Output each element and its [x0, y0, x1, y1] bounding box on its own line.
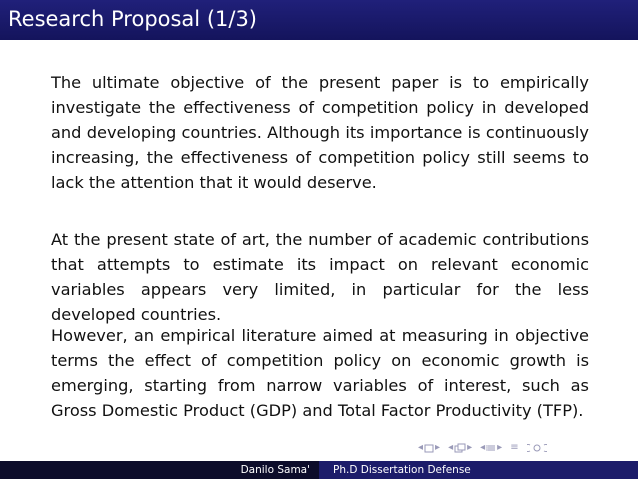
footer-author: Danilo Sama': [240, 464, 310, 476]
slide-title: Research Proposal (1/3): [8, 7, 257, 31]
subsection-icon[interactable]: [454, 443, 466, 453]
footer-title-panel: [319, 461, 638, 479]
search-icon[interactable]: [527, 443, 547, 453]
footer-author-panel: [0, 461, 319, 479]
section-nav-group: [480, 441, 502, 455]
header-bar: [0, 0, 638, 40]
footer-bar: [0, 461, 638, 479]
subsection-prev-icon[interactable]: ◂: [448, 442, 454, 453]
section-prev-icon[interactable]: ◂: [480, 442, 486, 453]
frame-nav-group: [418, 441, 440, 455]
subsection-nav-group: [448, 441, 472, 455]
nav-next-icon[interactable]: ▸: [435, 442, 441, 453]
paragraph-state-of-art: At the present state of art, the number of academic contributions that attempts to estimate its impact on relevant economic variables appears very limited, in particular for the less developed countries.: [51, 230, 589, 324]
nav-prev-icon[interactable]: ◂: [418, 442, 424, 453]
footer-title: Ph.D Dissertation Defense: [333, 464, 471, 476]
section-icon[interactable]: [486, 443, 496, 453]
frame-icon[interactable]: [424, 444, 434, 453]
paragraph-empirical-literature: However, an empirical literature aimed at measuring in objective terms the effect of competition policy on economic growth is emerging, starting from narrow variables of interest, such as Gross Domestic Product (GDP) and Total Factor Productivity (TFP).: [51, 326, 589, 420]
subsection-next-icon[interactable]: ▸: [467, 442, 473, 453]
beamer-navigation: [418, 441, 547, 455]
paragraph-objective: The ultimate objective of the present paper is to empirically investigate the effectiveness of competition policy in developed and developing countries. Although its importance is continuously increasing, the effectiveness of competition policy still seems to lack the attention that it would deserve.: [51, 73, 589, 192]
section-next-icon[interactable]: ▸: [497, 442, 503, 453]
equal-icon[interactable]: ≡: [510, 442, 519, 453]
